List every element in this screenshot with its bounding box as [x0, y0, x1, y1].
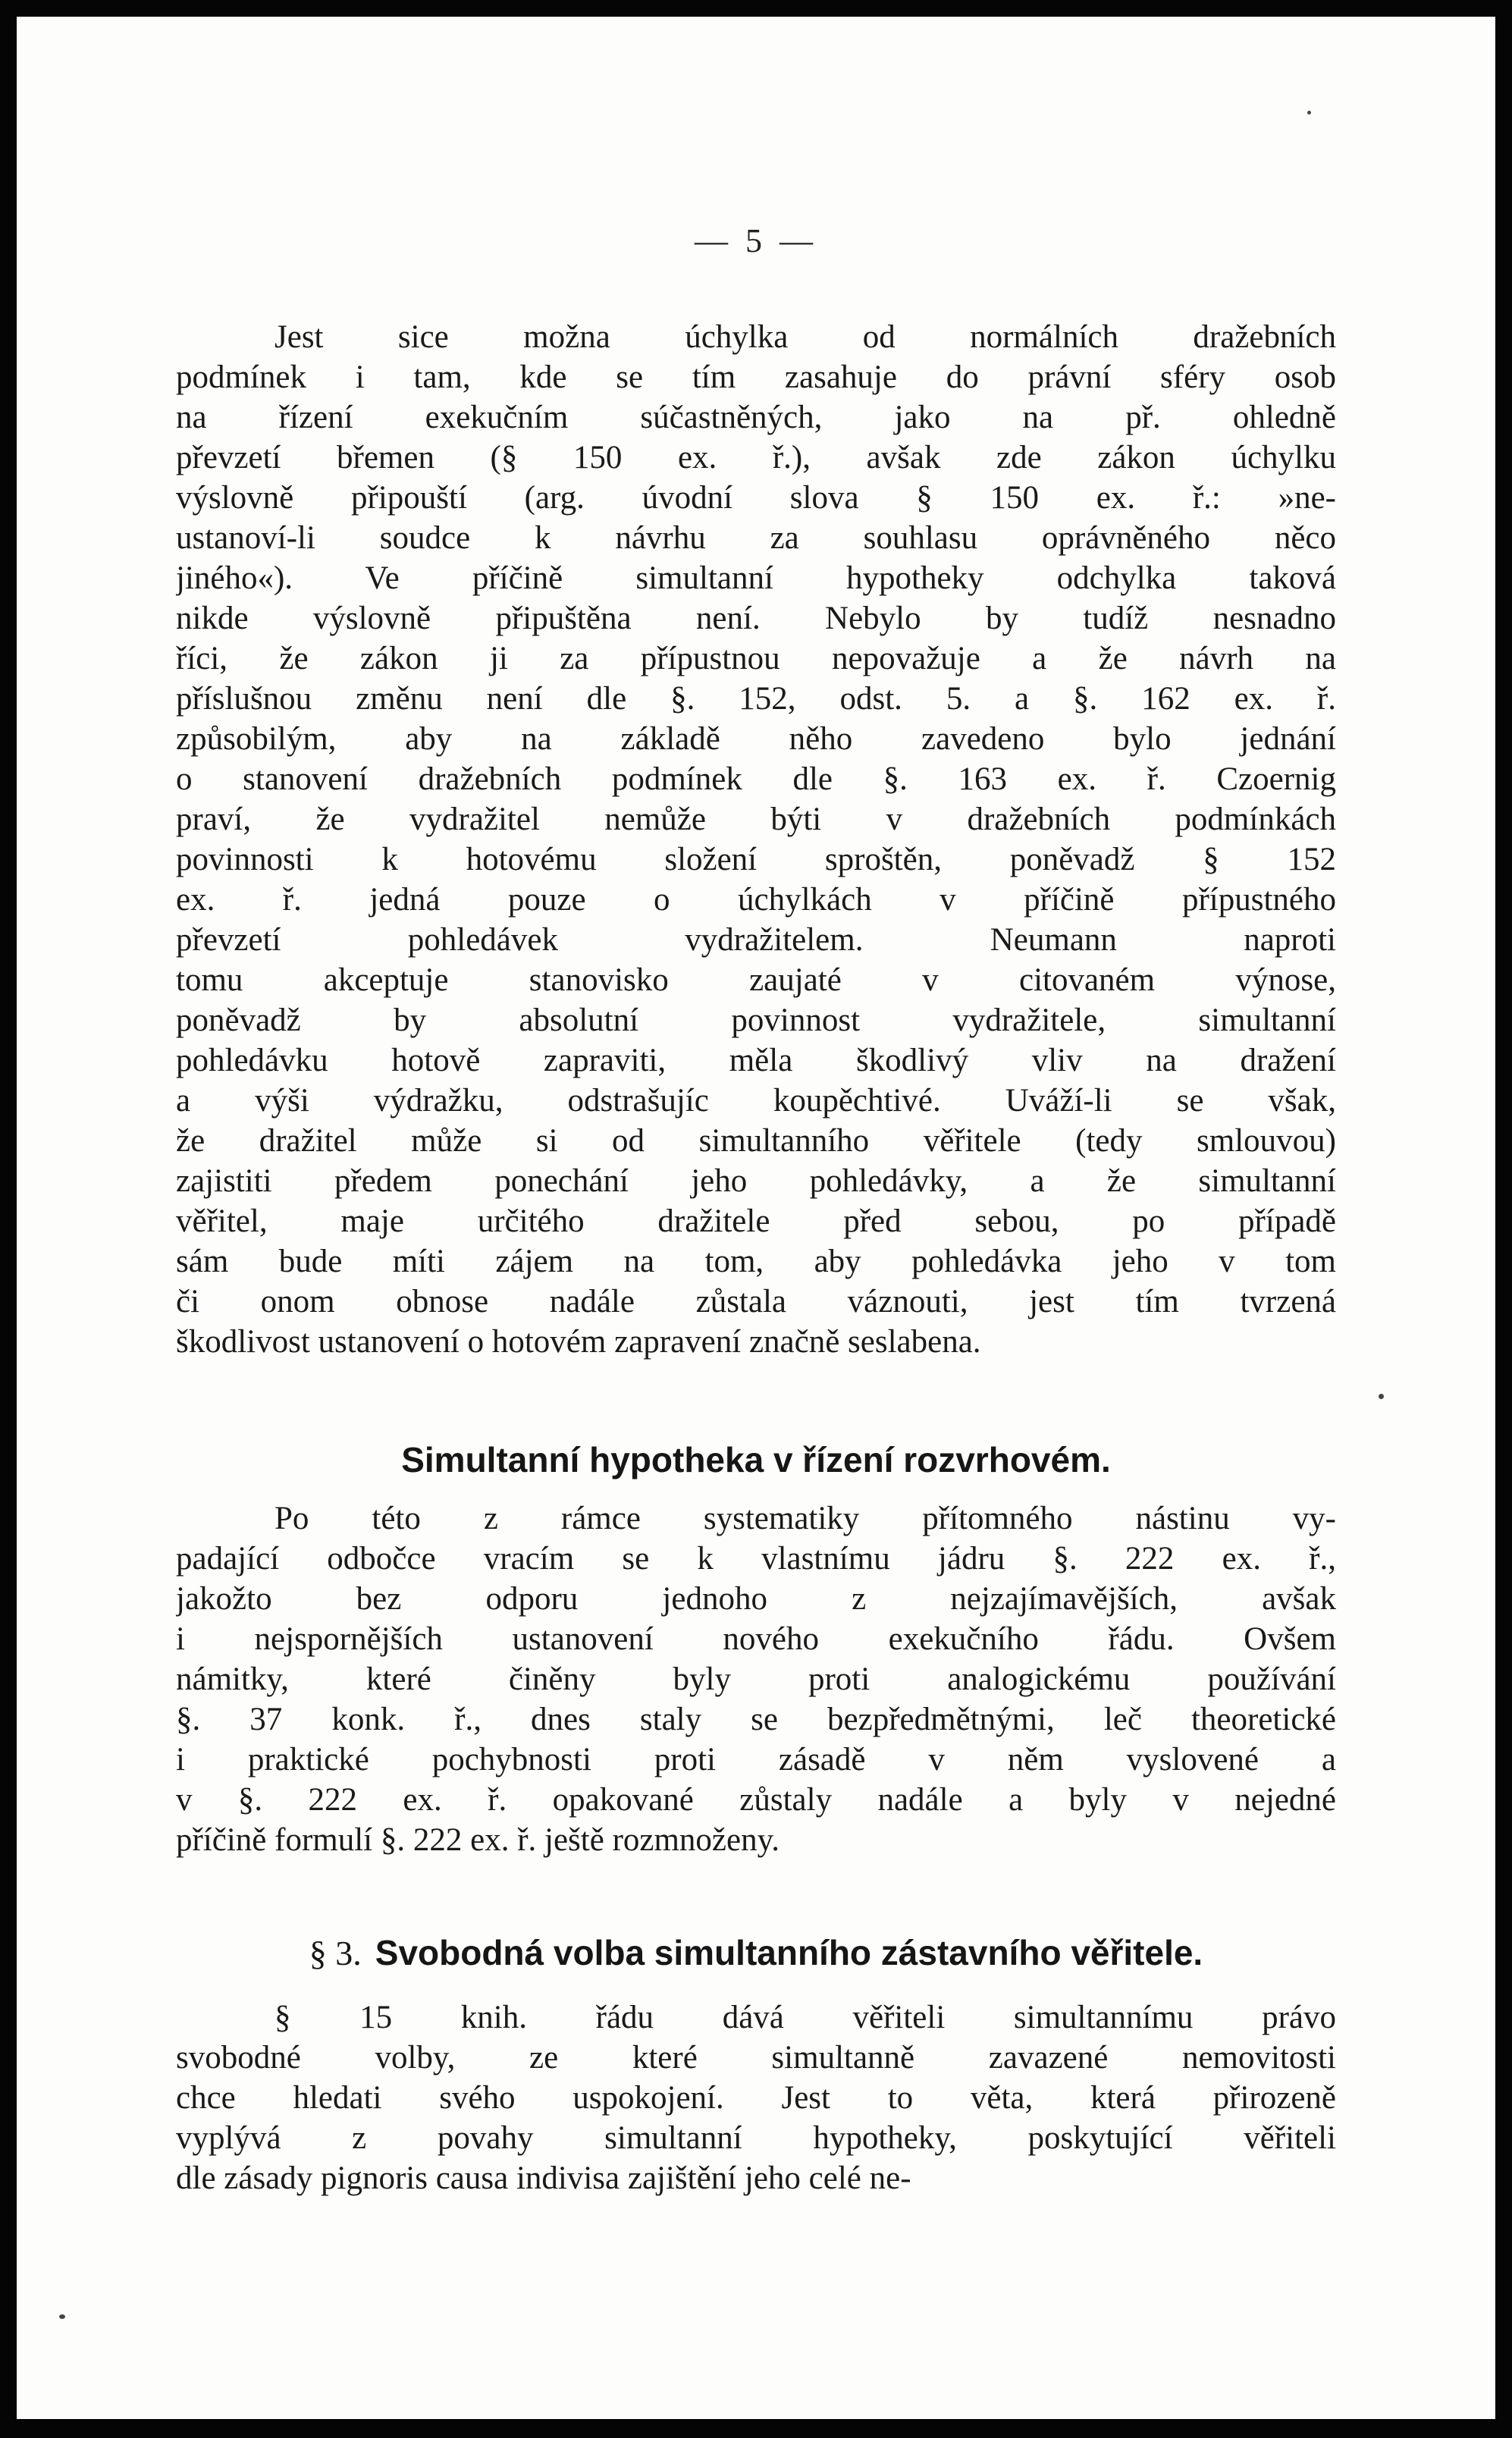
text-line: zajistiti předem ponechání jeho pohledávky, a že simultanní — [176, 1163, 1336, 1199]
text-line: padající odbočce vracím se k vlastnímu jádru §. 222 ex. ř., — [176, 1541, 1336, 1577]
text-line: věřitel, maje určitého dražitele před sebou, po případě — [176, 1203, 1336, 1239]
text-line: výslovně připouští (arg. úvodní slova § 150 ex. ř.: »ne- — [176, 480, 1336, 516]
text-line: na řízení exekučním súčastněných, jako na př. ohledně — [176, 400, 1336, 435]
paragraph-2 — [176, 1498, 1336, 1860]
text-line: či onom obnose nadále zůstala váznouti, jest tím tvrzená — [176, 1284, 1336, 1319]
text-line: a výši výdražku, odstrašujíc koupěchtivé. Uváží-li se však, — [176, 1083, 1336, 1119]
text-line: škodlivost ustanovení o hotovém zapravení značně seslabena. — [176, 1324, 981, 1360]
text-line: říci, že zákon ji za přípustnou nepovažuje a že návrh na — [176, 641, 1336, 676]
text-line: příčině formulí §. 222 ex. ř. ještě rozmnoženy. — [176, 1822, 780, 1858]
text-line: v §. 222 ex. ř. opakované zůstaly nadále a byly v nejedné — [176, 1782, 1336, 1818]
text-line: vyplývá z povahy simultanní hypotheky, poskytující věřiteli — [176, 2120, 1336, 2156]
text-line: podmínek i tam, kde se tím zasahuje do právní sféry osob — [176, 359, 1336, 395]
scan-speck — [1307, 111, 1311, 115]
text-line: chce hledati svého uspokojení. Jest to věta, která přirozeně — [176, 2080, 1336, 2116]
text-line: tomu akceptuje stanovisko zaujaté v citovaném výnose, — [176, 962, 1336, 998]
text-line: ex. ř. jedná pouze o úchylkách v příčině přípustného — [176, 882, 1336, 918]
text-line: praví, že vydražitel nemůže býti v dražebních podmínkách — [176, 802, 1336, 837]
text-line: sám bude míti zájem na tom, aby pohledávka jeho v tom — [176, 1244, 1336, 1279]
text-line: povinnosti k hotovému složení sproštěn, poněvadž § 152 — [176, 842, 1336, 877]
text-line: o stanovení dražebních podmínek dle §. 163 ex. ř. Czoernig — [176, 761, 1336, 797]
section-heading-simultanni-hypotheka: Simultanní hypotheka v řízení rozvrhovém. — [401, 1440, 1111, 1479]
text-line: námitky, které činěny byly proti analogickému používání — [176, 1661, 1336, 1697]
text-line: jakožto bez odporu jednoho z nejzajímavějších, avšak — [176, 1581, 1336, 1617]
scan-speck — [1379, 1394, 1384, 1399]
text-line: dle zásady pignoris causa indivisa zajištění jeho celé ne- — [176, 2160, 911, 2196]
text-line: i nejspornějších ustanovení nového exekučního řádu. Ovšem — [176, 1621, 1336, 1657]
text-line: svobodné volby, ze které simultanně zavazené nemovitosti — [176, 2040, 1336, 2076]
scan-speck — [59, 2314, 65, 2319]
paragraph-3 — [176, 1997, 1336, 2198]
text-line: že dražitel může si od simultanního věřitele (tedy smlouvou) — [176, 1123, 1336, 1159]
text-line: i praktické pochybnosti proti zásadě v něm vyslovené a — [176, 1742, 1336, 1778]
text-line: převzetí břemen (§ 150 ex. ř.), avšak zde zákon úchylku — [176, 440, 1336, 475]
section-heading-svobodna-volba — [0, 1932, 1512, 1973]
paragraph-1 — [176, 317, 1336, 1362]
text-line: ustanoví-li soudce k návrhu za souhlasu oprávněného něco — [176, 520, 1336, 556]
text-line: Jest sice možna úchylka od normálních dražebních — [274, 319, 1336, 355]
text-line: §. 37 konk. ř., dnes staly se bezpředmětnými, leč theoretické — [176, 1702, 1336, 1737]
text-line: způsobilým, aby na základě něho zavedeno bylo jednání — [176, 721, 1336, 757]
section-number: § 3. — [309, 1934, 362, 1972]
page-number: — 5 — — [695, 222, 817, 259]
text-line: příslušnou změnu není dle §. 152, odst. 5. a §. 162 ex. ř. — [176, 681, 1336, 717]
text-line: jiného«). Ve příčině simultanní hypotheky odchylka taková — [176, 560, 1336, 596]
text-line: poněvadž by absolutní povinnost vydražitele, simultanní — [176, 1002, 1336, 1038]
text-line: převzetí pohledávek vydražitelem. Neumann naproti — [176, 922, 1336, 958]
text-line: § 15 knih. řádu dává věřiteli simultannímu právo — [274, 2000, 1336, 2035]
text-line: nikde výslovně připuštěna není. Nebylo by tudíž nesnadno — [176, 601, 1336, 636]
text-line: pohledávku hotově zapraviti, měla škodlivý vliv na dražení — [176, 1043, 1336, 1078]
text-line: Po této z rámce systematiky přítomného nástinu vy- — [274, 1501, 1336, 1536]
section-title: Svobodná volba simultanního zástavního věřitele. — [375, 1933, 1203, 1972]
